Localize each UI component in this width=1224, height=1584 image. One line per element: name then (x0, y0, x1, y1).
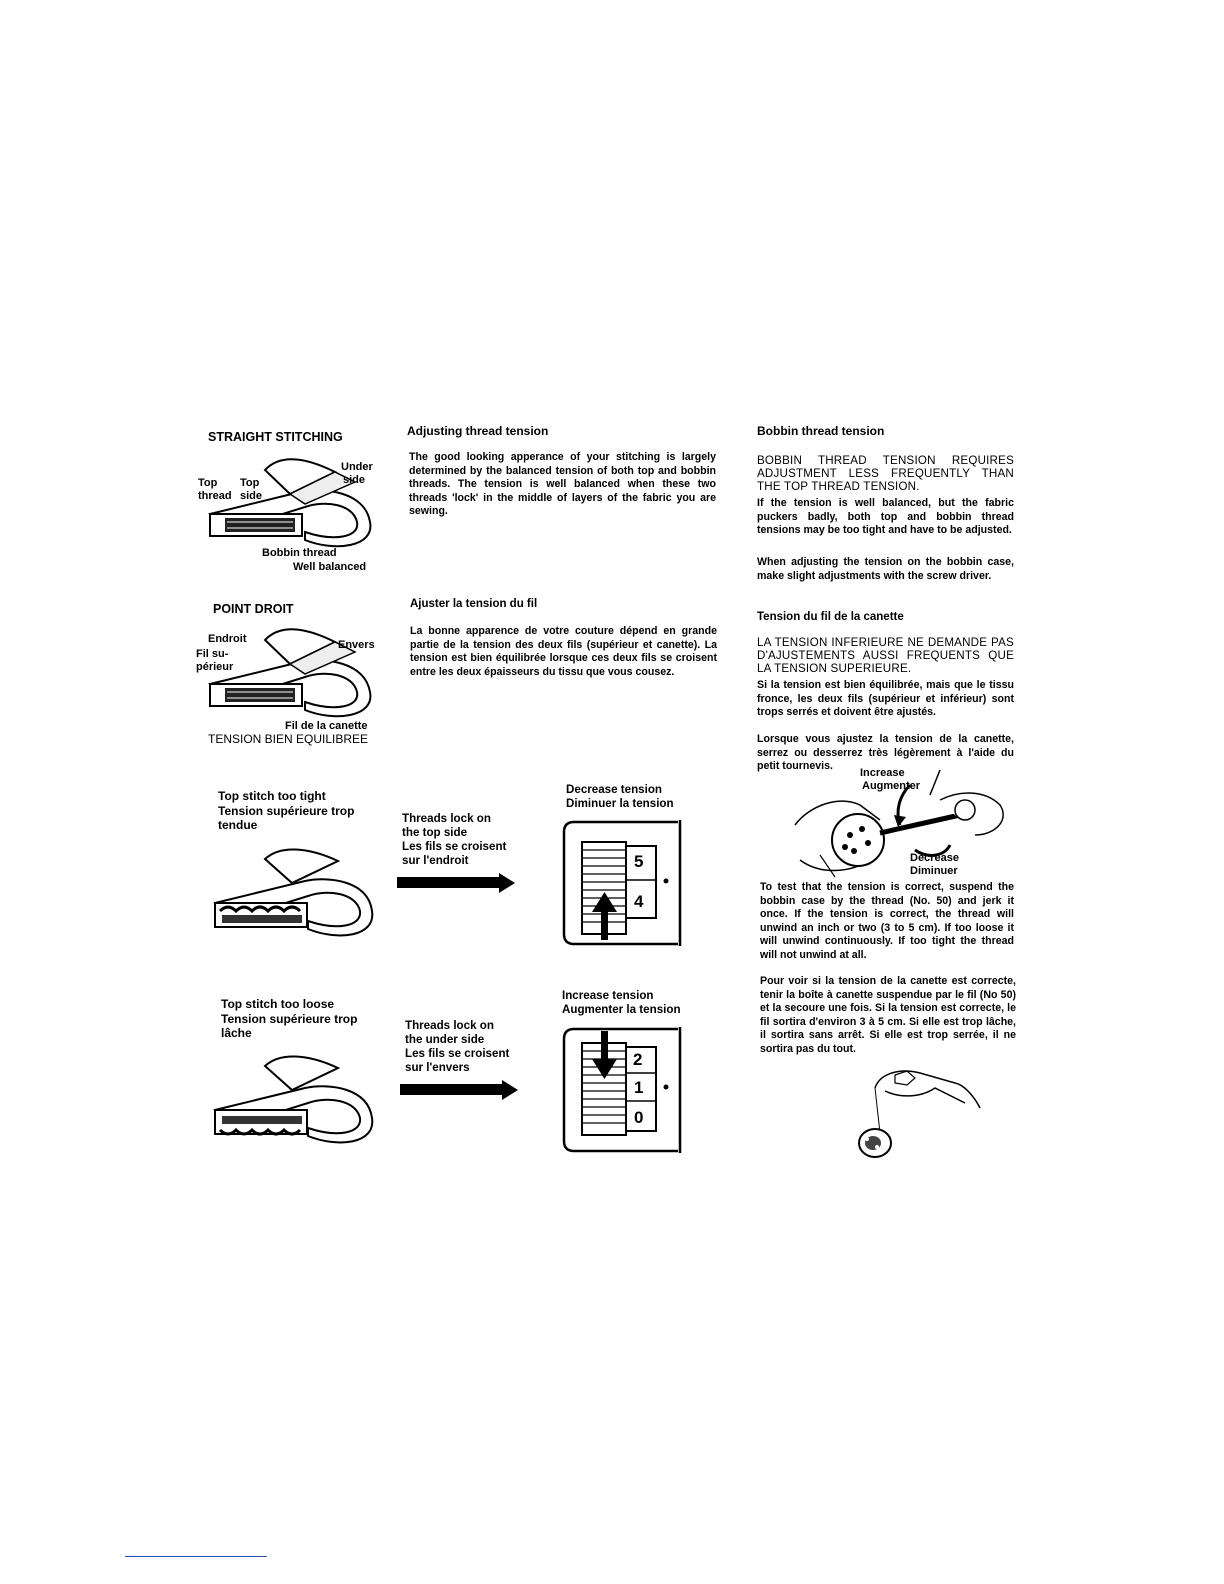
loose-caption-line: Tension supérieure trop (221, 1011, 358, 1026)
lock-top-line: sur l'endroit (402, 854, 469, 867)
dial-number-4: 4 (634, 892, 644, 911)
label-fil-su: Fil su- (196, 648, 229, 660)
ajuster-text: La bonne apparence de votre couture dépend en grande partie de la tension des deux fils (supérieur et canette). La tension est bien équilibrée lorsque ces deux fils se croisent entre les deux épaisseurs du tissu que vous cousez. (410, 625, 717, 678)
arrow-right-icon (397, 873, 515, 893)
loose-caption-line: Top stitch too loose (221, 997, 335, 1011)
pour-text: Pour voir si la tension de la canette est correcte, tenir la boîte à canette suspendue par le fil (No 50) et la secoure une fois. Si la tension est correcte, le fil sortira d'environ 3 à 5 cm. Si elle est trop lâche, il sortira sans arrêt. Si elle est trop serrée, il ne sortira pas du tout. (760, 975, 1016, 1055)
increase-caption (562, 989, 681, 1017)
label-well-balanced: Well balanced (293, 561, 367, 573)
adjusting-text: The good looking apperance of your stitching is largely determined by the balanced tension of both top and bobbin threads. The tension is well balanced when these two threads 'lock' in the middle of layers of the fabric you are sewing. (409, 451, 716, 518)
test-text: To test that the tension is correct, suspend the bobbin case by the thread (No. 50) and jerk it once. If the tension is correct, the thread will unwind an inch or two (3 to 5 cm). If too loose it will unwind continuously. If too tight the thread will not unwind at all. (760, 881, 1014, 961)
lock-top-line: Threads lock on (402, 812, 491, 825)
bobbin-p1: If the tension is well balanced, but the fabric puckers badly, both top and bobbin thread tensions may be too tight and have to be adjusted. (757, 497, 1014, 537)
increase-caption-line: Increase tension (562, 989, 654, 1002)
label-bobbin-thread: Bobbin thread (262, 547, 337, 559)
tension-dial-increase (560, 1025, 685, 1155)
tension-canette-title: Tension du fil de la canette (757, 611, 904, 623)
tight-caption-line: Tension supérieure trop (218, 803, 355, 818)
tension-p1: Si la tension est bien équilibrée, mais que le tissu fronce, les deux fils (supérieur et inférieur) sont trops serrés et doivent être ajustés. (757, 679, 1014, 719)
lock-under-line: sur l'envers (405, 1061, 470, 1074)
dial-number-2: 2 (633, 1050, 643, 1069)
label-side: side (240, 490, 263, 502)
lock-under-line: Threads lock on (405, 1019, 494, 1032)
lock-under-line: the under side (405, 1033, 485, 1046)
lock-top-line: the top side (402, 826, 468, 839)
lock-top-line: Les fils se croisent (402, 840, 507, 853)
fabric-tight-illustration (210, 845, 380, 945)
label-under-side: side (343, 474, 366, 486)
label-endroit: Endroit (208, 633, 247, 645)
lock-under-caption (405, 1019, 509, 1075)
tension-p2: Lorsque vous ajustez la tension de la canette, serrez ou desserrez très légèrement à l'aide du petit tournevis. (757, 733, 1014, 773)
tight-caption (218, 789, 354, 833)
bobbin-title: Bobbin thread tension (757, 424, 885, 438)
tight-caption-line: Top stitch too tight (218, 789, 326, 803)
bobbin-caps: BOBBIN THREAD TENSION REQUIRES ADJUSTMENT LESS FREQUENTLY THAN THE TOP THREAD TENSION. (757, 454, 1014, 493)
decrease-caption (566, 783, 674, 811)
loose-caption (221, 997, 357, 1041)
dial-number-0: 0 (634, 1108, 644, 1127)
dial-number-5: 5 (634, 852, 644, 871)
label-augmenter: Augmenter (862, 780, 921, 792)
decrease-caption-line: Diminuer la tension (566, 797, 674, 810)
tight-caption-line: tendue (218, 818, 258, 832)
label-envers: Envers (338, 639, 375, 651)
label-fil-canette: Fil de la canette (285, 720, 368, 732)
point-droit-title: POINT DROIT (213, 602, 294, 616)
footer-rule (125, 1556, 267, 1557)
lock-under-line: Les fils se croisent (405, 1047, 510, 1060)
tension-dial-decrease (560, 818, 685, 948)
label-thread: thread (198, 490, 232, 502)
tension-caps: LA TENSION INFERIEURE NE DEMANDE PAS D'AJUSTEMENTS AUSSI FREQUENTS QUE LA TENSION SUPERIEURE. (757, 636, 1014, 675)
label-under: Under (341, 461, 373, 473)
adjusting-title: Adjusting thread tension (407, 424, 549, 438)
decrease-caption-line: Decrease tension (566, 783, 663, 796)
increase-caption-line: Augmenter la tension (562, 1003, 681, 1016)
arrow-right-icon (400, 1080, 518, 1100)
label-tension-equilibree: TENSION BIEN EQUILIBREE (208, 732, 369, 746)
label-perieur: périeur (196, 661, 234, 673)
loose-caption-line: lâche (221, 1026, 252, 1040)
dial-number-1: 1 (634, 1078, 644, 1097)
label-top-thread: Top (198, 477, 218, 489)
label-diminuer: Diminuer (910, 865, 958, 877)
bobbin-p2: When adjusting the tension on the bobbin case, make slight adjustments with the screw driver. (757, 556, 1014, 582)
straight-stitching-title: STRAIGHT STITCHING (208, 430, 343, 444)
fabric-loose-illustration (210, 1052, 380, 1152)
lock-top-caption (402, 812, 506, 868)
bobbin-hanging-illustration (845, 1063, 985, 1163)
ajuster-title: Ajuster la tension du fil (410, 598, 538, 610)
label-top-side: Top (240, 477, 260, 489)
label-increase: Increase (860, 767, 905, 779)
label-decrease: Decrease (910, 852, 959, 864)
